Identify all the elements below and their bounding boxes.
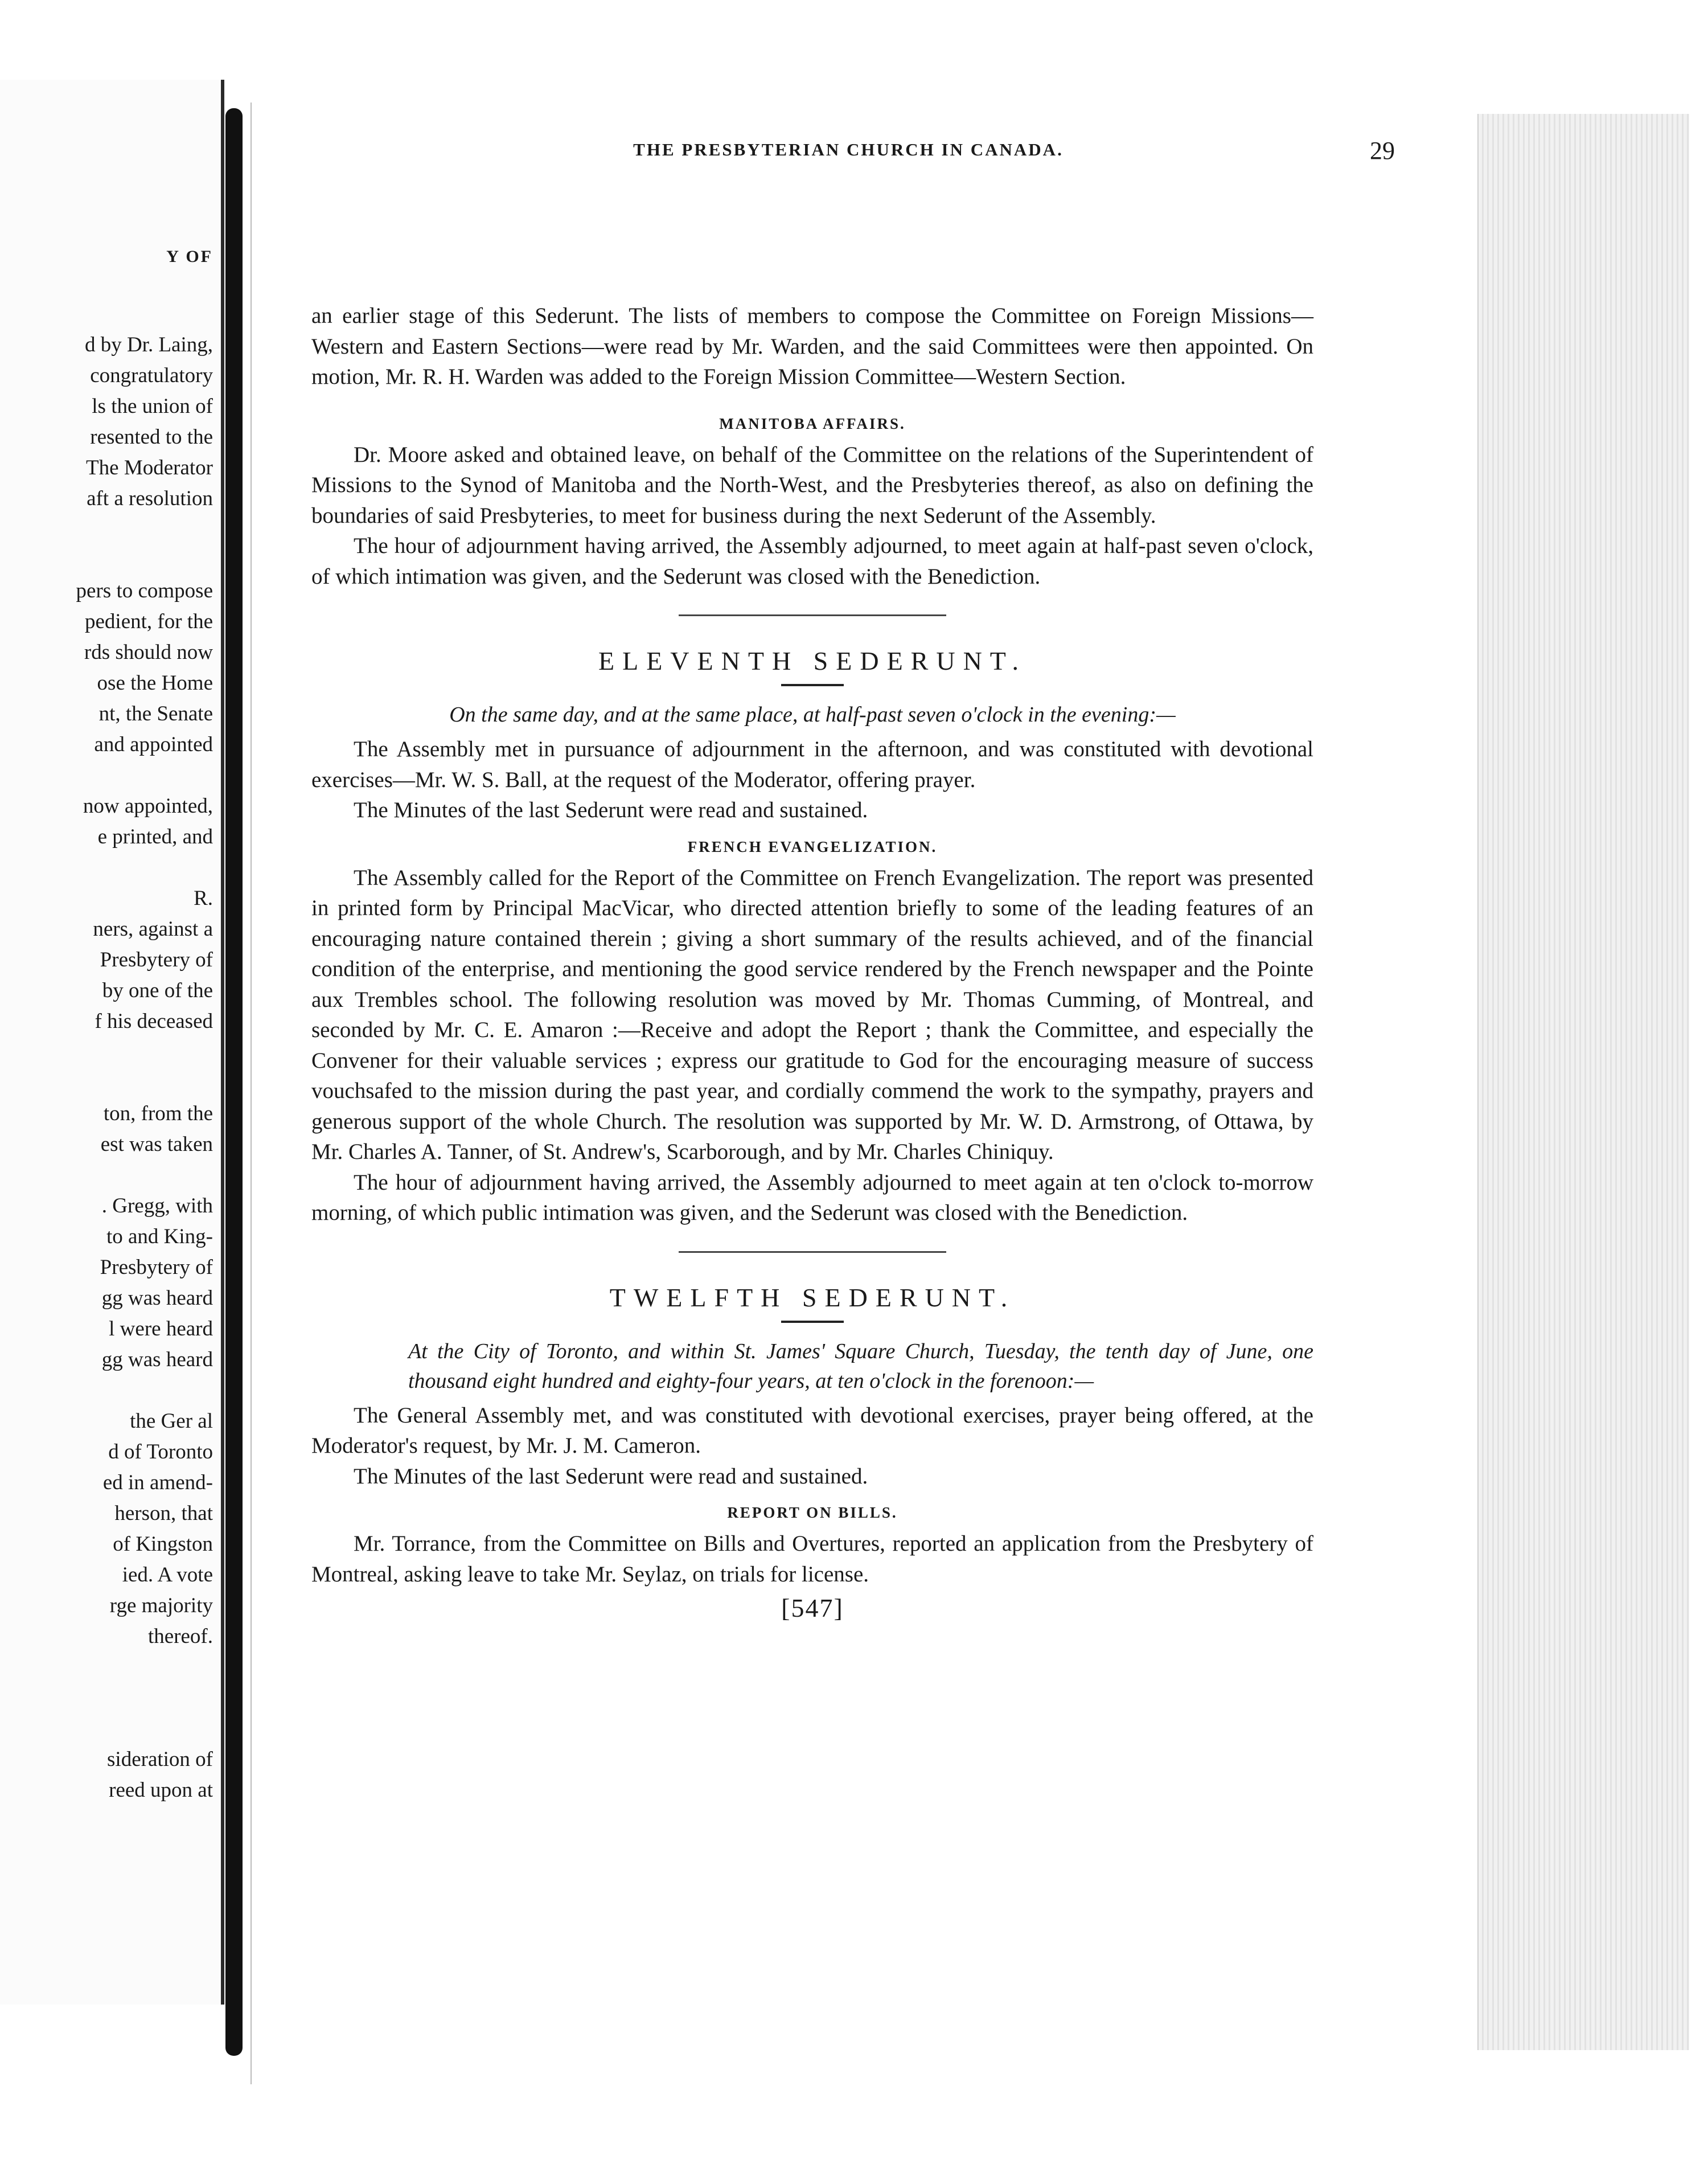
opening-paragraph: an earlier stage of this Sederunt. The lists of members to compose the Committee on Foreign Missions—Western and Eastern Sections—were read by Mr. Warden, and the said Committees were then appointed. On motion, Mr. R. H. Warden was added to the Foreign Mission Committee—Western Section. xyxy=(311,304,1313,389)
left-page-fragment: congratulatory xyxy=(90,364,213,387)
eleventh-intro: On the same day, and at the same place, at half-past seven o'clock in the evening:— xyxy=(449,703,1176,727)
left-page-fragment: ls the union of xyxy=(92,395,213,418)
left-page-fragment: l were heard xyxy=(109,1317,213,1341)
left-page-fragment: . Gregg, with xyxy=(101,1194,213,1218)
twelfth-paragraph-1: The General Assembly met, and was constituted with devotional exercises, prayer being offered, at the Moderator's request, by Mr. J. M. Cameron. xyxy=(311,1403,1313,1458)
left-page-fragment: by one of the xyxy=(102,979,213,1002)
running-head xyxy=(302,137,1395,174)
manitoba-paragraph-1: Dr. Moore asked and obtained leave, on behalf of the Committee on the relations of the Superintendent of Missions to the Synod of Manitoba and the North-West, and the Presbyteries thereof, as also on defining the boundaries of said Presbyteries, to meet for business during the next Sederunt of the Assembly. xyxy=(311,442,1313,528)
left-page-fragment: nt, the Senate xyxy=(98,702,213,726)
left-page-fragment: herson, that xyxy=(114,1502,213,1525)
twelfth-paragraph-3: Mr. Torrance, from the Committee on Bills and Overtures, reported an application from the Presbytery of Montreal, asking leave to take Mr. Seylaz, on trials for license. xyxy=(311,1531,1313,1587)
eleventh-paragraph-1: The Assembly met in pursuance of adjournment in the afternoon, and was constituted with devotional exercises—Mr. W. S. Ball, at the request of the Moderator, offering prayer. xyxy=(311,737,1313,792)
twelfth-intro: At the City of Toronto, and within St. James' Square Church, Tuesday, the tenth day of June, one thousand eight hundred and eighty-four years, at ten o'clock in the forenoon:— xyxy=(408,1339,1313,1393)
left-page-fragment: sideration of xyxy=(107,1748,213,1771)
left-page-fragment: ose the Home xyxy=(97,671,213,695)
left-page-fragment: d by Dr. Laing, xyxy=(84,333,213,356)
left-page-fragment: reed upon at xyxy=(109,1778,213,1802)
left-page-fragment: of Kingston xyxy=(113,1532,213,1556)
page-number: 29 xyxy=(1370,137,1395,165)
signature-mark: [547] xyxy=(781,1593,844,1622)
page-body xyxy=(311,301,1313,1623)
page-edges xyxy=(1477,114,1689,2050)
left-page-fragment: now appointed, xyxy=(83,794,213,818)
manitoba-paragraph-2: The hour of adjournment having arrived, the Assembly adjourned, to meet again at half-past seven o'clock, of which intimation was given, and the Sederunt was closed with the Benediction. xyxy=(311,534,1313,589)
book-spine-shadow xyxy=(225,108,243,2056)
left-page-fragment: and appointed xyxy=(94,733,213,756)
left-page-fragment: Presbytery of xyxy=(100,1256,213,1279)
title-underline xyxy=(781,1321,844,1323)
left-page-fragment: aft a resolution xyxy=(87,487,213,510)
left-page-fragment: rds should now xyxy=(84,641,213,664)
running-head-title: THE PRESBYTERIAN CHURCH IN CANADA. xyxy=(633,140,1064,159)
title-underline xyxy=(781,684,844,686)
left-page-fragment: ton, from the xyxy=(103,1102,213,1125)
left-page-fragment: gg was heard xyxy=(101,1348,213,1371)
twelfth-paragraph-2: The Minutes of the last Sederunt were read and sustained. xyxy=(354,1464,868,1489)
left-page-header: Y OF xyxy=(166,247,213,266)
left-facing-page xyxy=(0,80,224,2005)
left-page-fragment: Presbytery of xyxy=(100,948,213,972)
left-page-fragment: pedient, for the xyxy=(85,610,213,633)
left-page-fragment: ied. A vote xyxy=(122,1563,213,1587)
left-page-fragment: est was taken xyxy=(100,1133,213,1156)
left-page-fragment: R. xyxy=(194,887,213,910)
left-page-fragment: the Ger al xyxy=(130,1409,213,1433)
left-page-fragment: pers to compose xyxy=(76,579,213,603)
left-page-fragment: rge majority xyxy=(109,1594,213,1617)
eleventh-paragraph-4: The hour of adjournment having arrived, the Assembly adjourned to meet again at ten o'clock to-morrow morning, of which public intimation was given, and the Sederunt was closed with the Benediction. xyxy=(311,1170,1313,1225)
left-page-fragment: to and King- xyxy=(106,1225,213,1248)
french-evangelization-heading: FRENCH EVANGELIZATION. xyxy=(687,838,938,855)
left-page-fragment: f his deceased xyxy=(95,1010,213,1033)
section-divider xyxy=(679,1251,946,1253)
left-page-fragment: gg was heard xyxy=(101,1286,213,1310)
eleventh-paragraph-2: The Minutes of the last Sederunt were read and sustained. xyxy=(354,798,868,822)
eleventh-paragraph-3: The Assembly called for the Report of the Committee on French Evangelization. The report was presented in printed form by Principal MacVicar, who directed attention briefly to some of the leading features of an encouraging nature contained therein ; giving a short summary of the results achieved, and of the financial condition of the enterprise, and mentioning the good service rendered by the French newspaper and the Pointe aux Trembles school. The following resolution was moved by Mr. Thomas Cumming, of Montreal, and seconded by Mr. C. E. Amaron :—Receive and adopt the Report ; thank the Committee, and especially the Convener for their valuable services ; express our gratitude to God for the encouraging measure of success vouchsafed to the mission during the past year, and cordially commend the work to the sympathy, prayers and generous support of the whole Church. The resolution was supported by Mr. W. D. Armstrong, of Ottawa, by Mr. Charles A. Tanner, of St. Andrew's, Scarborough, and by Mr. Charles Chiniquy. xyxy=(311,865,1313,1164)
twelfth-sederunt-title: TWELFTH SEDERUNT. xyxy=(609,1282,1016,1312)
manitoba-heading: MANITOBA AFFAIRS. xyxy=(719,415,906,432)
left-page-fragment: ed in amend- xyxy=(102,1471,213,1494)
left-page-fragment: d of Toronto xyxy=(108,1440,213,1464)
left-page-fragment: ners, against a xyxy=(93,917,213,941)
report-on-bills-heading: REPORT ON BILLS. xyxy=(727,1504,898,1521)
eleventh-sederunt-title: ELEVENTH SEDERUNT. xyxy=(598,646,1027,675)
left-page-fragment: e printed, and xyxy=(97,825,213,849)
left-page-fragment: resented to the xyxy=(90,425,213,449)
left-page-fragment: thereof. xyxy=(147,1625,213,1648)
left-page-fragment: The Moderator xyxy=(86,456,213,479)
section-divider xyxy=(679,614,946,616)
